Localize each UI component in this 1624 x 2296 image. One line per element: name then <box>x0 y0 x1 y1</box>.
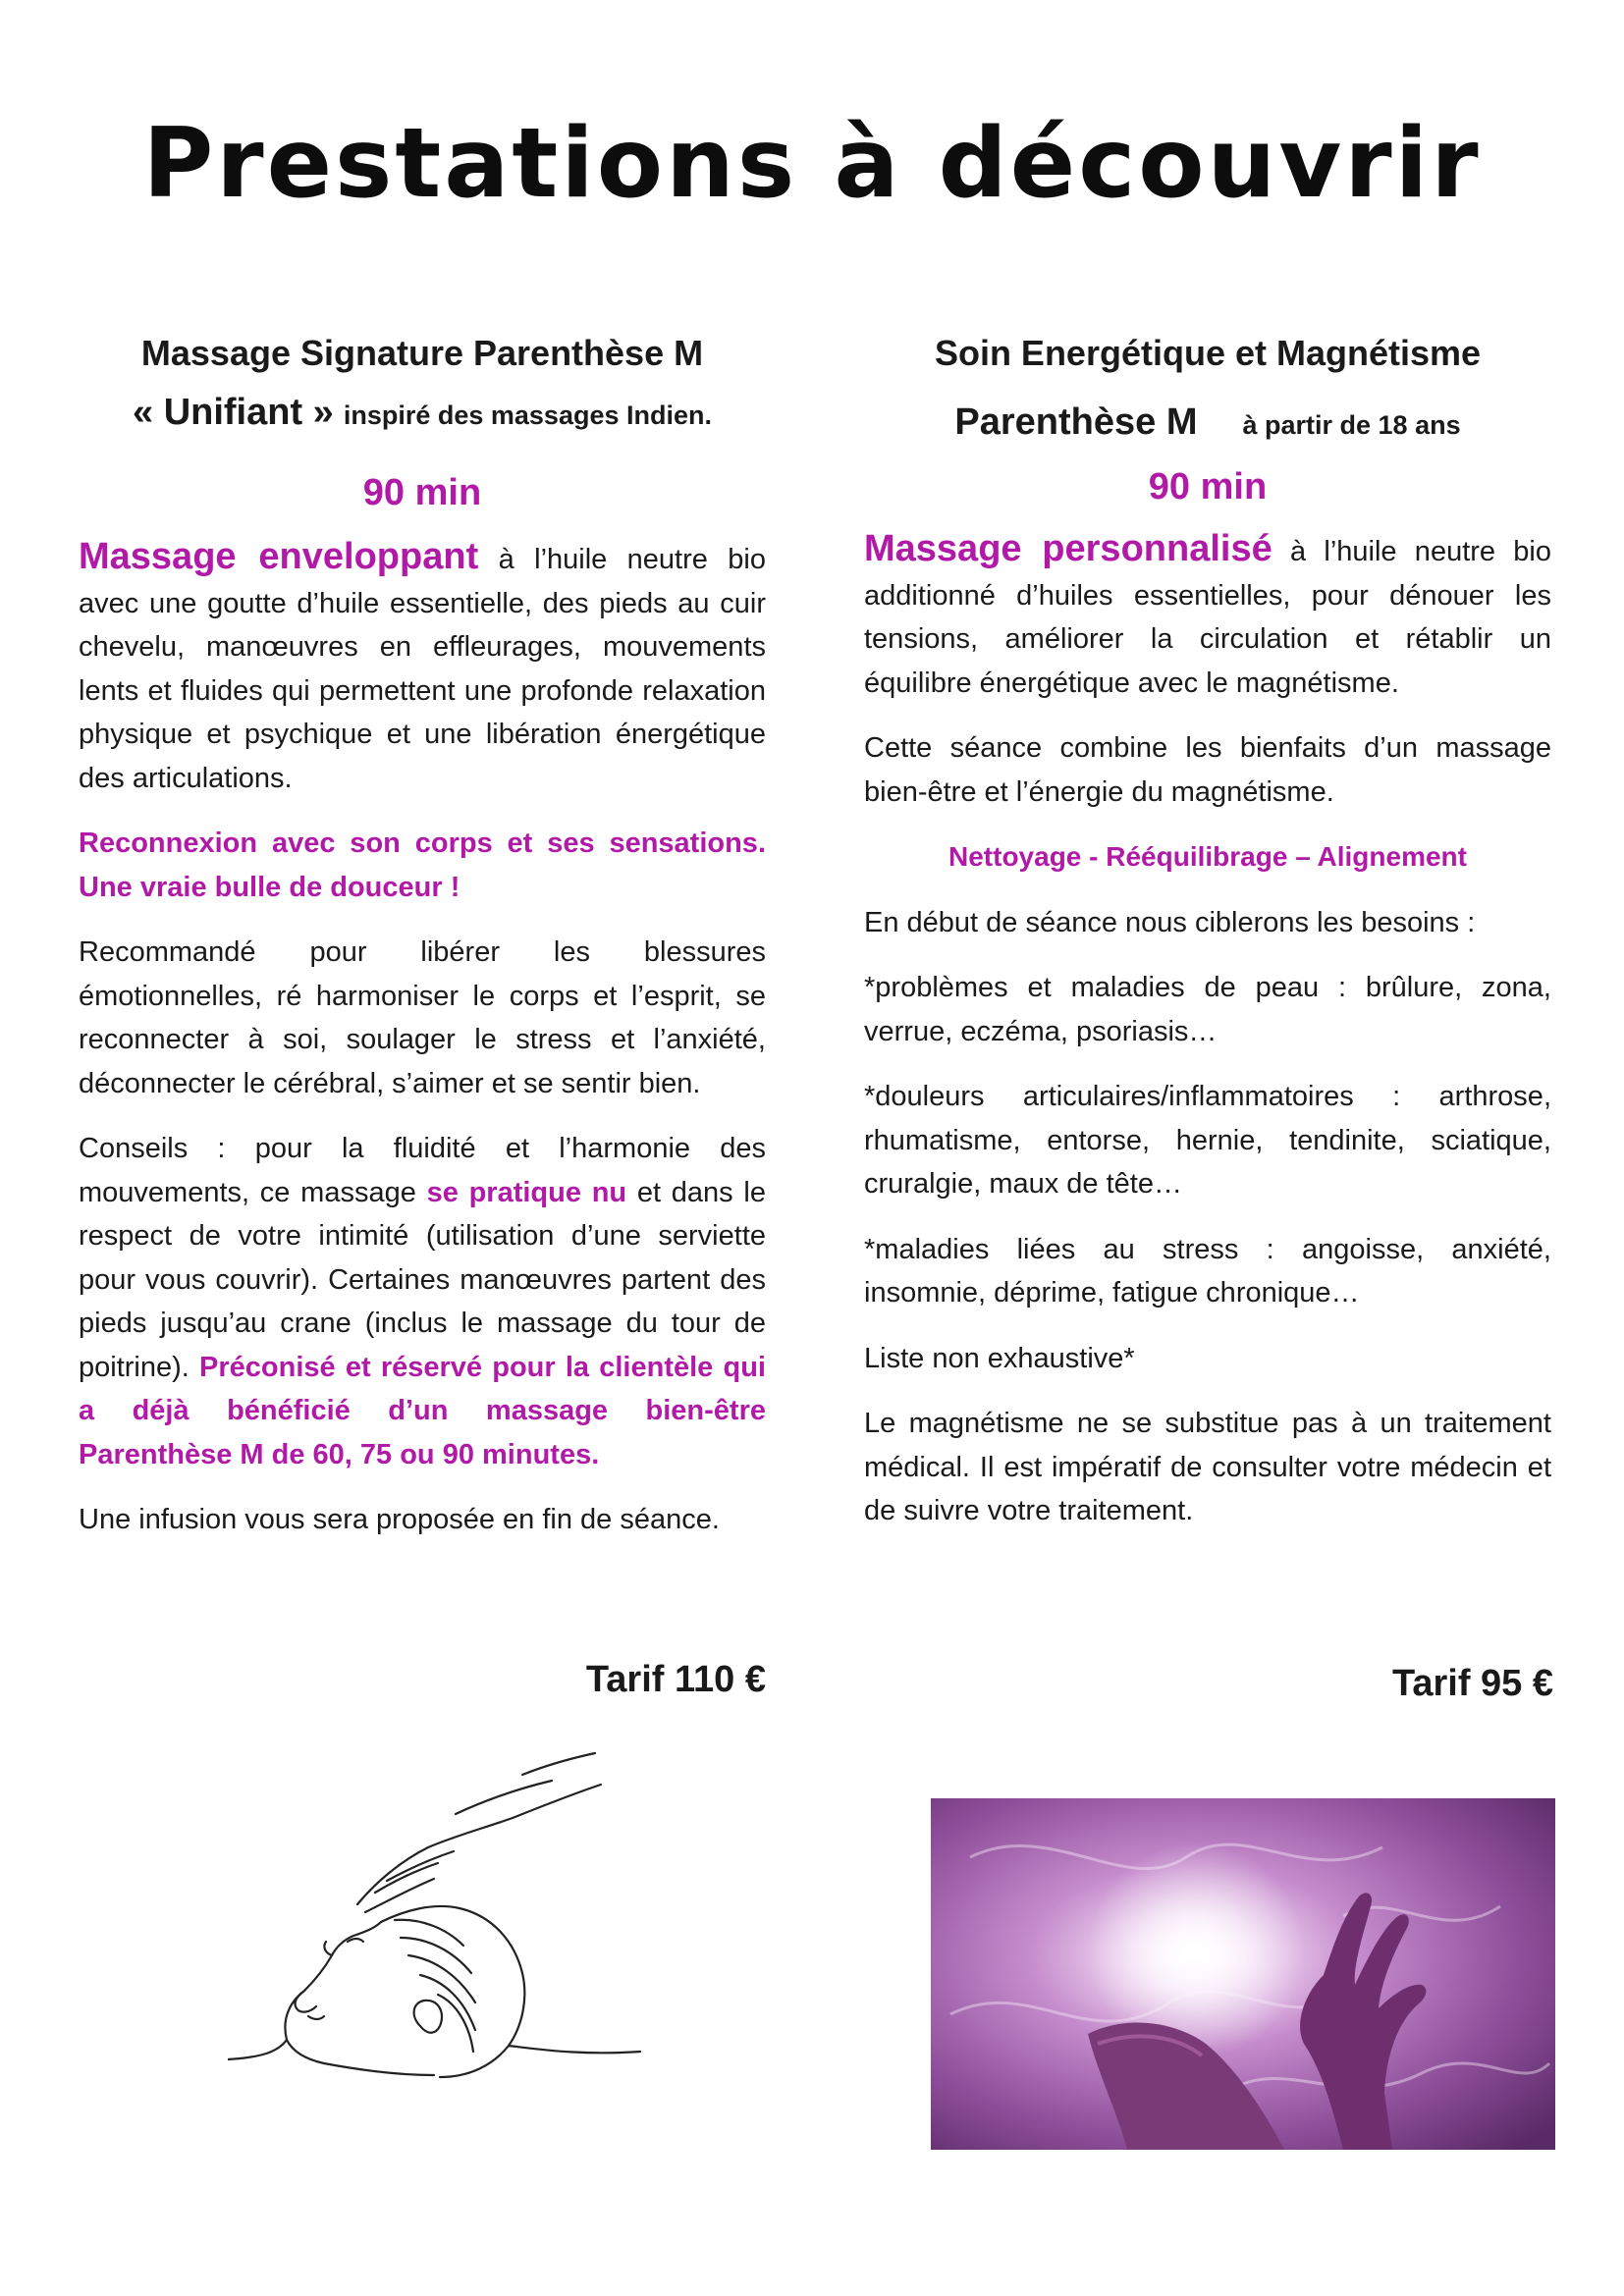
paragraph-joints: *douleurs articulaires/inflammatoires : arthrose, rhumatisme, entorse, hernie, tendinite, sciatique, cruralgie, maux de tête… <box>864 1081 1551 1200</box>
advice-accent-reserved: Préconisé et réservé pour la clientèle qui a déjà bénéficié d’un massage bien-être Parenthèse M de 60, 75 ou 90 minutes. <box>79 1351 766 1470</box>
service-column-energy <box>864 324 1551 1555</box>
head-massage-illustration <box>228 1745 660 2118</box>
paragraph-text: à l’huile neutre bio additionné d’huiles essentielles, pour dénouer les tensions, améliorer la circulation et rétablir un équilibre énergétique avec le magnétisme. <box>864 536 1552 699</box>
paragraph-advice <box>79 1127 766 1476</box>
service-title-age: à partir de 18 ans <box>1242 410 1461 440</box>
service-title-line1: Soin Energétique et Magnétisme <box>934 333 1482 373</box>
advice-text-a: Conseils : pour la fluidité et l’harmonie des mouvements, ce massage <box>79 1133 766 1208</box>
advice-text-b: et dans le respect de votre intimité (utilisation d’une serviette pour vous couvrir). Certaines manœuvres partent des pieds jusqu’au crane (inclus le massage du tour de poitrine). <box>79 1176 766 1383</box>
service-title-line1: Massage Signature Parenthèse M <box>140 333 704 373</box>
advice-accent-nude: se pratique nu <box>426 1176 627 1208</box>
paragraph-highlight: Reconnexion avec son corps et ses sensations. Une vraie bulle de douceur ! <box>79 828 766 903</box>
paragraph-text: à l’huile neutre bio avec une goutte d’huile essentielle, des pieds au cuir chevelu, manœuvres en effleurages, mouvements lents et fluides qui permettent une profonde relaxation physique et psychique et une libération énergétique des articulations. <box>79 544 766 794</box>
paragraph-stress: *maladies liées au stress : angoisse, anxiété, insomnie, déprime, fatigue chronique… <box>864 1233 1551 1308</box>
paragraph-description <box>79 535 766 800</box>
paragraph-combine: Cette séance combine les bienfaits d’un massage bien-être et l’énergie du magnétisme. <box>864 732 1551 808</box>
service-title-brand: Parenthèse M <box>954 401 1198 443</box>
service-title-line2 <box>864 393 1551 454</box>
paragraph-lead: Massage personnalisé <box>864 528 1272 569</box>
paragraph-recommended: Recommandé pour libérer les blessures émotionnelles, ré harmoniser le corps et l’esprit, se reconnecter à soi, soulager le stress et l’anxiété, déconnecter le cérébral, s’aimer et se sentir bien. <box>79 936 766 1099</box>
paragraph-disclaimer: Le magnétisme ne se substitue pas à un traitement médical. Il est impératif de consulter votre médecin et de suivre votre traitement. <box>864 1408 1551 1526</box>
page-title: Prestations à découvrir <box>142 108 1482 220</box>
head-massage-drawing <box>228 1745 660 2118</box>
service-title <box>79 324 766 445</box>
energy-hands-image <box>931 1798 1555 2150</box>
service-column-massage-signature <box>79 324 766 1564</box>
service-title-sub: inspiré des massages Indien. <box>343 400 712 430</box>
paragraph-non-exhaustive: Liste non exhaustive* <box>864 1342 1135 1374</box>
paragraph-skin: *problèmes et maladies de peau : brûlure, zona, verrue, eczéma, psoriasis… <box>864 972 1551 1047</box>
price-right: Tarif 95 € <box>1391 1663 1553 1704</box>
paragraph-lead: Massage enveloppant <box>79 536 479 577</box>
service-title <box>864 324 1551 454</box>
paragraph-infusion: Une infusion vous sera proposée en fin de séance. <box>79 1504 720 1535</box>
service-title-line2 <box>79 383 766 445</box>
paragraph-steps: Nettoyage - Rééquilibrage – Alignement <box>948 841 1467 872</box>
price-left: Tarif 110 € <box>585 1659 766 1700</box>
paragraph-needs-intro: En début de séance nous ciblerons les besoins : <box>864 906 1476 938</box>
paragraph-description <box>864 527 1551 705</box>
energy-hands-photo <box>931 1798 1555 2150</box>
service-title-quote: « Unifiant » <box>133 392 334 433</box>
service-duration: 90 min <box>362 472 482 513</box>
service-duration: 90 min <box>1148 466 1268 507</box>
